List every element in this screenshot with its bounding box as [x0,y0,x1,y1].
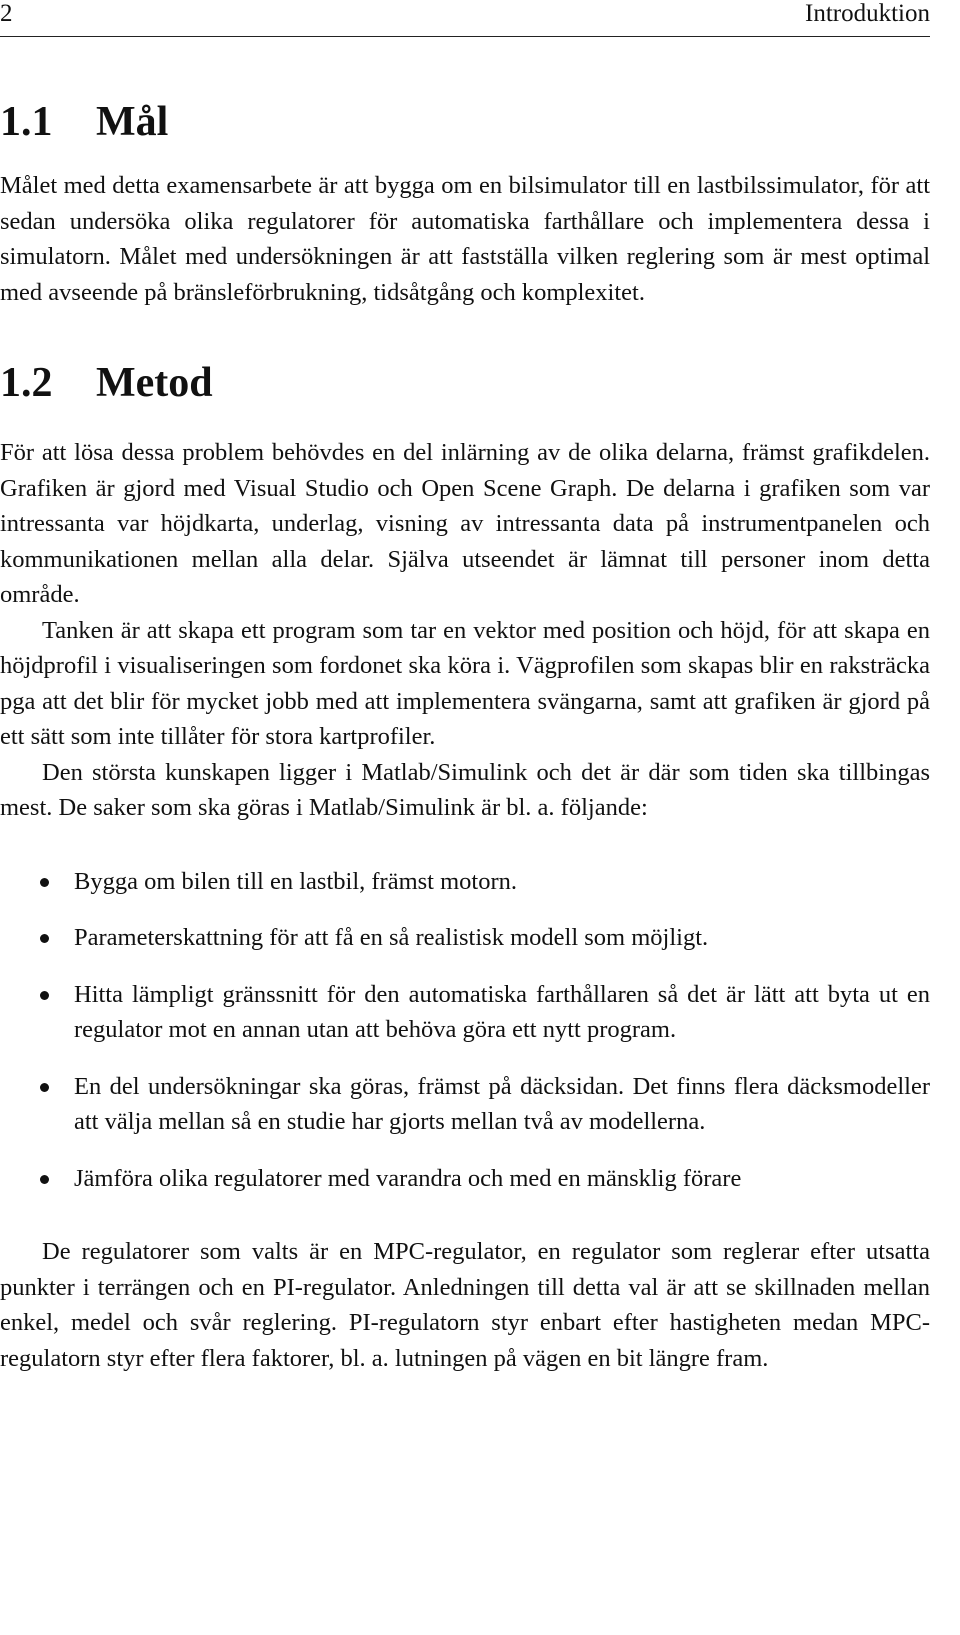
paragraph-method-3: Den största kunskapen ligger i Matlab/Simulink och det är där som tiden ska tillbingas mest. De saker som ska göras i Matlab/Simulink är bl. a. följande: [0,758,930,821]
list-item-text: En del undersökningar ska göras, främst på däcksidan. Det finns flera däcksmodeller att välja mellan så en studie har gjorts mellan två av modellerna. [74,1072,930,1135]
section-title: Mål [96,99,169,145]
section-number: 1.2 [0,360,53,406]
bullet-icon [40,1083,49,1092]
list-item-text: Parameterskattning för att få en så realistisk modell som möjligt. [74,924,709,951]
page-number: 2 [0,0,13,27]
list-item [0,977,930,1048]
paragraph-goal: Målet med detta examensarbete är att bygga om en bilsimulator till en lastbilssimulator, för att sedan undersöka olika regulatorer för automatiska farthållare och implementera dessa i simulatorn. Målet med undersökningen är att fastställa vilken reglering som är mest optimal med avseende på bränsleförbrukning, tidsåtgång och komplexitet. [0,172,930,306]
running-header [0,0,930,37]
list-item [0,1069,930,1140]
list-item [0,864,930,900]
paragraph-method-1: För att lösa dessa problem behövdes en del inlärning av de olika delarna, främst grafikdelen. Grafiken är gjord med Visual Studio och Open Scene Graph. De delarna i grafiken som var intressanta var höjdkarta, underlag, visning av intressanta data på instrumentpanelen och kommunikationen mellan alla delar. Själva utseendet är lämnat till personer inom detta område. [0,439,930,608]
list-item [0,1161,930,1197]
paragraph-closing: De regulatorer som valts är en MPC-regulator, en regulator som reglerar efter utsatta punkter i terrängen och en PI-regulator. Anledningen till detta val är att se skillnaden mellan enkel, medel och svår reglering. PI-regulatorn styr enbart efter hastigheten medan MPC-regulatorn styr efter flera faktorer, bl. a. lutningen på vägen en bit längre fram. [0,1238,930,1372]
list-item [0,920,930,956]
bullet-icon [40,1175,49,1184]
section-heading-metod [0,357,930,409]
page-content [0,96,930,1376]
section-heading-mal [0,96,930,148]
paragraph-method-2: Tanken är att skapa ett program som tar en vektor med position och höjd, för att skapa en höjdprofil i visualiseringen som fordonet ska köra i. Vägprofilen som skapas blir en raksträcka pga att det blir för mycket jobb med att implementera svängarna, samt att grafiken är gjord på ett sätt som inte tillåter för stora kartprofiler. [0,616,930,750]
list-item-text: Bygga om bilen till en lastbil, främst motorn. [74,867,517,895]
task-list [0,864,930,1197]
bullet-icon [40,934,49,943]
section-title: Metod [96,360,213,406]
chapter-title: Introduktion [805,0,930,27]
list-item-text: Hitta lämpligt gränssnitt för den automatiska farthållaren så det är lätt att byta ut en regulator mot en annan utan att behöva göra ett nytt program. [74,980,930,1043]
list-item-text: Jämföra olika regulatorer med varandra och med en mänsklig förare [74,1164,742,1192]
section-number: 1.1 [0,99,53,145]
bullet-icon [40,991,49,1000]
bullet-icon [40,878,49,887]
